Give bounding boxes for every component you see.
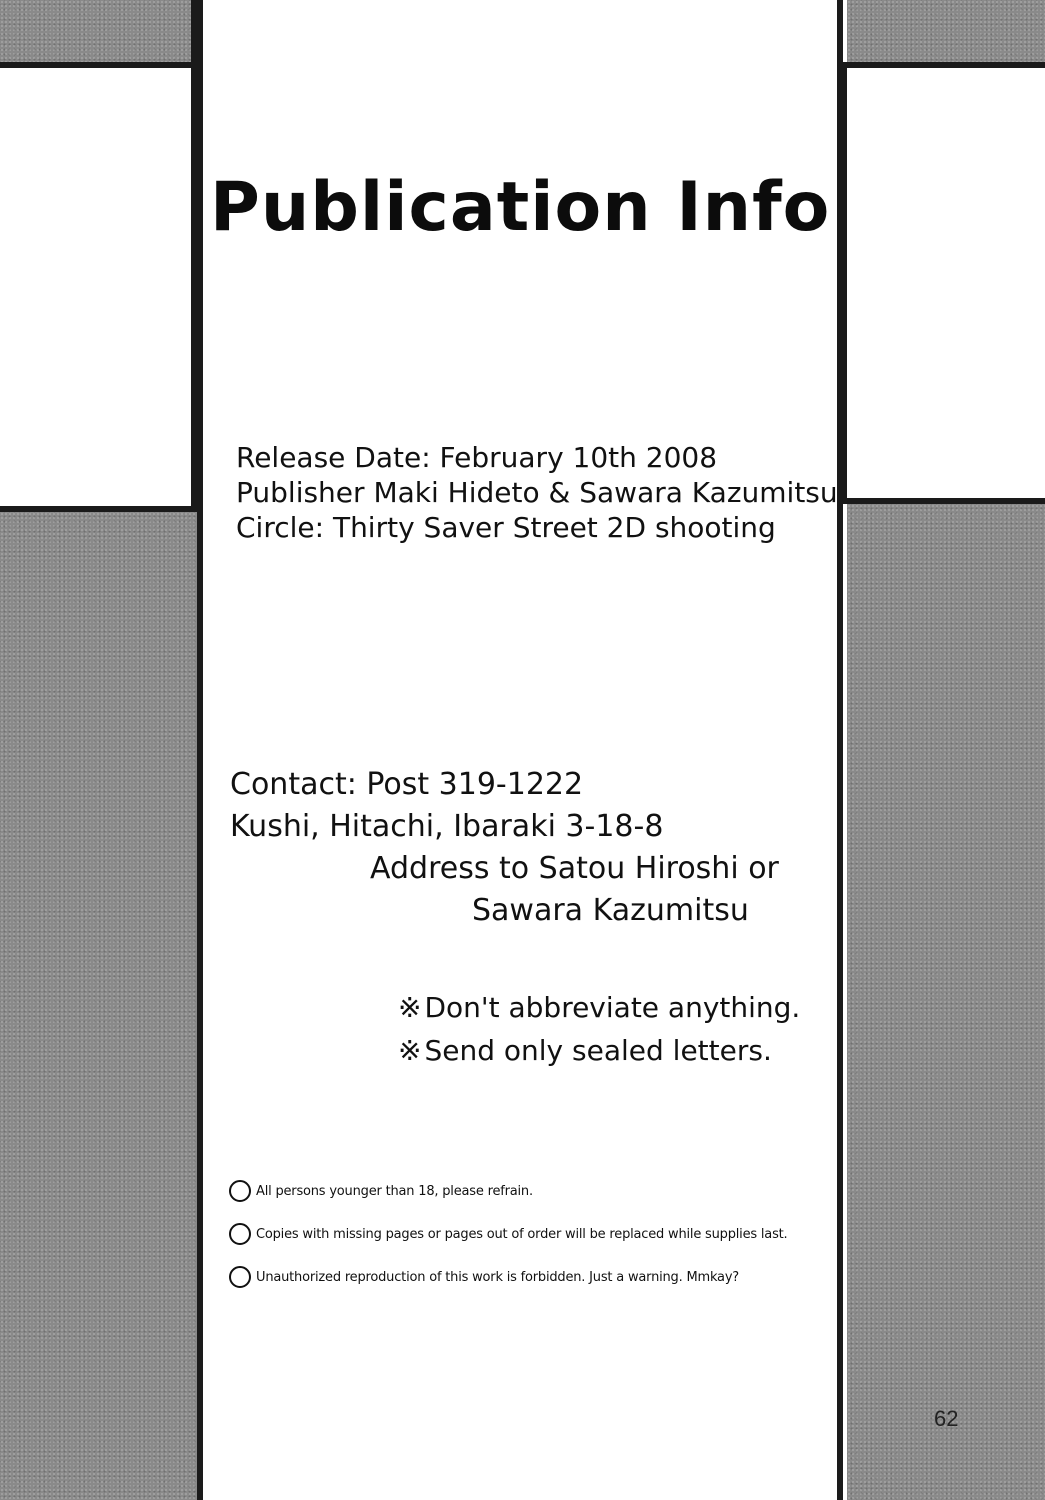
- right-top-grey-panel: [847, 0, 1045, 62]
- contact-info: [230, 764, 779, 932]
- circle-bullet-icon: [229, 1266, 251, 1288]
- circle-bullet-icon: [229, 1180, 251, 1202]
- release-info: [236, 440, 838, 545]
- left-white-border: [0, 62, 197, 512]
- circle-bullet-icon: [229, 1223, 251, 1245]
- contact-post: Contact: Post 319-1222: [230, 767, 584, 802]
- circle: Circle: Thirty Saver Street 2D shooting: [236, 511, 776, 544]
- reference-mark-icon: ※: [398, 991, 422, 1024]
- warning-text: All persons younger than 18, please refrain.: [256, 1183, 533, 1199]
- release-date: Release Date: February 10th 2008: [236, 441, 718, 474]
- right-white-border: [841, 62, 1045, 504]
- page-number: 62: [934, 1406, 959, 1431]
- warning-item: [229, 1223, 839, 1245]
- page-title: Publication Info: [210, 168, 831, 247]
- contact-address: Kushi, Hitachi, Ibaraki 3-18-8: [230, 809, 664, 844]
- mailing-notes: [398, 986, 800, 1072]
- contact-recipient: Address to Satou Hiroshi or: [370, 851, 779, 886]
- warning-list: [229, 1180, 839, 1309]
- note-text: Send only sealed letters.: [424, 1034, 772, 1067]
- left-top-grey-border: [0, 0, 197, 68]
- publisher: Publisher Maki Hideto & Sawara Kazumitsu: [236, 476, 838, 509]
- warning-item: [229, 1180, 839, 1202]
- warning-text: Copies with missing pages or pages out of order will be replaced while supplies last.: [256, 1226, 788, 1242]
- left-bottom-grey-panel: [0, 512, 197, 1500]
- contact-recipient-alt: Sawara Kazumitsu: [472, 893, 749, 928]
- note-text: Don't abbreviate anything.: [424, 991, 801, 1024]
- note-item: [398, 986, 800, 1029]
- warning-item: [229, 1266, 839, 1288]
- note-item: [398, 1029, 800, 1072]
- warning-text: Unauthorized reproduction of this work is forbidden. Just a warning. Mmkay?: [256, 1269, 740, 1285]
- reference-mark-icon: ※: [398, 1034, 422, 1067]
- right-bottom-grey-panel: [847, 504, 1045, 1500]
